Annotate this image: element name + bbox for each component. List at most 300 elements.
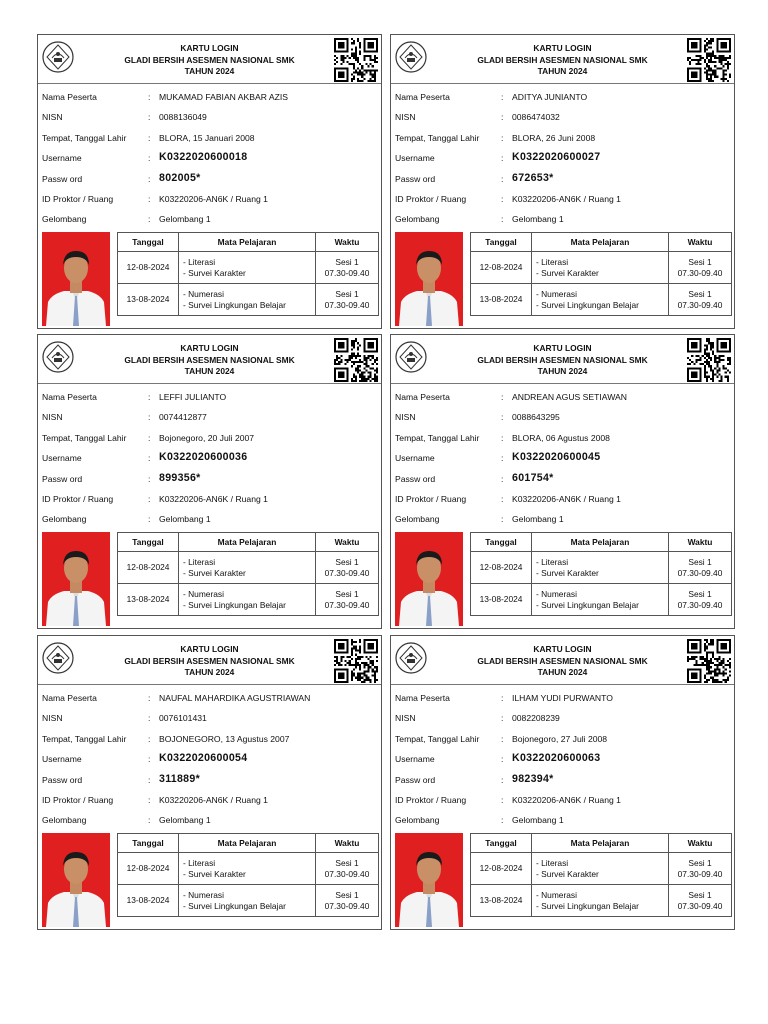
cell-mata-pelajaran — [179, 552, 316, 584]
table-row — [118, 552, 379, 584]
label-proktor: ID Proktor / Ruang — [395, 493, 467, 504]
label-password: Passw ord — [395, 774, 436, 785]
label-password: Passw ord — [42, 774, 83, 785]
colon: : — [501, 412, 504, 423]
mapel-item: - Survei Lingkungan Belajar — [536, 299, 639, 310]
card-header — [38, 636, 381, 685]
table-header-row — [118, 834, 379, 853]
jam: 07.30-09.40 — [324, 267, 370, 278]
value-nama: ILHAM YUDI PURWANTO — [512, 693, 613, 703]
label-password: Passw ord — [395, 173, 436, 184]
cell-mata-pelajaran — [179, 885, 316, 917]
title-line-1: KARTU LOGIN — [180, 343, 239, 353]
colon: : — [501, 754, 504, 765]
cell-tanggal: 12-08-2024 — [471, 552, 532, 584]
row-proktor — [42, 790, 378, 810]
login-card-1 — [37, 34, 382, 329]
mapel-item: - Numerasi — [536, 288, 577, 299]
label-username: Username — [395, 453, 435, 464]
title-line-2: GLADI BERSIH ASESMEN NASIONAL SMK — [124, 655, 295, 666]
card-title — [86, 644, 333, 679]
row-username — [42, 148, 378, 168]
exam-schedule-table — [470, 232, 732, 316]
mapel-item: - Survei Karakter — [536, 868, 599, 879]
card-title — [439, 343, 686, 378]
label-username: Username — [42, 453, 82, 464]
mapel-item: - Literasi — [536, 857, 569, 868]
value-password: 899356* — [159, 471, 201, 484]
row-nama — [42, 688, 378, 708]
table-row — [118, 885, 379, 917]
label-username: Username — [42, 754, 82, 765]
sesi: Sesi 1 — [688, 556, 712, 567]
cell-tanggal: 12-08-2024 — [471, 853, 532, 885]
label-nama: Nama Peserta — [395, 92, 450, 102]
value-nama: NAUFAL MAHARDIKA AGUSTRIAWAN — [159, 693, 311, 703]
value-ttl: BOJONEGORO, 13 Agustus 2007 — [159, 733, 290, 744]
colon: : — [501, 473, 504, 484]
sesi: Sesi 1 — [335, 556, 359, 567]
label-proktor: ID Proktor / Ruang — [395, 794, 467, 805]
cell-waktu — [316, 252, 379, 284]
participant-info — [42, 688, 378, 831]
row-nama — [395, 387, 731, 407]
cell-waktu — [669, 552, 732, 584]
table-row — [471, 584, 732, 616]
row-nisn — [395, 708, 731, 728]
value-username: K0322020600045 — [512, 451, 601, 464]
row-ttl — [42, 428, 378, 448]
value-proktor: K03220206-AN6K / Ruang 1 — [512, 493, 621, 504]
value-nama: ANDREAN AGUS SETIAWAN — [512, 392, 627, 402]
col-mata-pelajaran: Mata Pelajaran — [532, 834, 669, 853]
participant-info — [395, 688, 731, 831]
mapel-item: - Literasi — [536, 556, 569, 567]
value-ttl: BLORA, 15 Januari 2008 — [159, 132, 255, 143]
card-header — [391, 35, 734, 84]
cell-waktu — [316, 885, 379, 917]
row-nisn — [42, 107, 378, 127]
row-proktor — [395, 790, 731, 810]
col-tanggal: Tanggal — [471, 233, 532, 252]
colon: : — [501, 112, 504, 123]
label-nisn: NISN — [395, 112, 416, 123]
row-proktor — [42, 189, 378, 209]
value-proktor: K03220206-AN6K / Ruang 1 — [159, 193, 268, 204]
colon: : — [501, 794, 504, 805]
sesi: Sesi 1 — [335, 588, 359, 599]
label-gelombang: Gelombang — [42, 514, 87, 525]
colon: : — [148, 392, 151, 402]
table-row — [471, 252, 732, 284]
value-username: K0322020600063 — [512, 752, 601, 765]
title-line-3: TAHUN 2024 — [537, 667, 588, 677]
title-line-3: TAHUN 2024 — [537, 366, 588, 376]
colon: : — [501, 774, 504, 785]
colon: : — [501, 453, 504, 464]
cell-tanggal: 13-08-2024 — [471, 885, 532, 917]
value-password: 802005* — [159, 171, 201, 184]
mapel-item: - Survei Karakter — [183, 567, 246, 578]
row-username — [42, 749, 378, 769]
col-mata-pelajaran: Mata Pelajaran — [532, 233, 669, 252]
row-nama — [395, 688, 731, 708]
mapel-item: - Literasi — [183, 556, 216, 567]
sesi: Sesi 1 — [335, 889, 359, 900]
row-gelombang — [395, 810, 731, 830]
colon: : — [501, 132, 504, 143]
table-row — [118, 284, 379, 316]
value-nisn: 0086474032 — [512, 112, 560, 123]
title-line-1: KARTU LOGIN — [180, 644, 239, 654]
card-header — [38, 35, 381, 84]
title-line-1: KARTU LOGIN — [533, 43, 592, 53]
cell-mata-pelajaran — [532, 885, 669, 917]
tut-wuri-handayani-logo-icon — [42, 642, 74, 674]
row-password — [42, 169, 378, 189]
label-nama: Nama Peserta — [42, 392, 97, 402]
mapel-item: - Numerasi — [183, 288, 224, 299]
label-ttl: Tempat, Tanggal Lahir — [395, 132, 480, 143]
row-gelombang — [42, 209, 378, 229]
colon: : — [148, 214, 151, 225]
mapel-item: - Numerasi — [183, 889, 224, 900]
value-nama: MUKAMAD FABIAN AKBAR AZIS — [159, 92, 288, 102]
exam-schedule-table — [470, 833, 732, 917]
mapel-item: - Numerasi — [536, 588, 577, 599]
exam-schedule-table — [117, 833, 379, 917]
jam: 07.30-09.40 — [324, 599, 370, 610]
mapel-item: - Numerasi — [183, 588, 224, 599]
cell-mata-pelajaran — [179, 284, 316, 316]
title-line-2: GLADI BERSIH ASESMEN NASIONAL SMK — [477, 354, 648, 365]
value-password: 311889* — [159, 772, 200, 785]
row-username — [395, 148, 731, 168]
row-nisn — [42, 407, 378, 427]
title-line-1: KARTU LOGIN — [533, 644, 592, 654]
sesi: Sesi 1 — [335, 256, 359, 267]
value-nama: LEFFI JULIANTO — [159, 392, 227, 402]
row-proktor — [395, 489, 731, 509]
colon: : — [148, 112, 151, 123]
row-ttl — [42, 128, 378, 148]
label-proktor: ID Proktor / Ruang — [395, 193, 467, 204]
table-row — [118, 853, 379, 885]
title-line-3: TAHUN 2024 — [184, 667, 235, 677]
card-title — [86, 343, 333, 378]
sesi: Sesi 1 — [335, 857, 359, 868]
label-gelombang: Gelombang — [42, 214, 87, 225]
title-line-2: GLADI BERSIH ASESMEN NASIONAL SMK — [124, 354, 295, 365]
title-line-2: GLADI BERSIH ASESMEN NASIONAL SMK — [477, 655, 648, 666]
sesi: Sesi 1 — [688, 857, 712, 868]
label-password: Passw ord — [395, 473, 436, 484]
cell-tanggal: 13-08-2024 — [118, 284, 179, 316]
student-portrait-icon — [42, 532, 110, 626]
colon: : — [501, 392, 504, 402]
mapel-item: - Survei Karakter — [536, 267, 599, 278]
colon: : — [148, 713, 151, 724]
col-mata-pelajaran: Mata Pelajaran — [179, 233, 316, 252]
row-gelombang — [42, 509, 378, 529]
label-nama: Nama Peserta — [42, 693, 97, 703]
value-proktor: K03220206-AN6K / Ruang 1 — [512, 794, 621, 805]
row-proktor — [42, 489, 378, 509]
student-portrait-icon — [42, 833, 110, 927]
student-photo — [42, 232, 110, 326]
col-tanggal: Tanggal — [471, 533, 532, 552]
tut-wuri-handayani-logo-icon — [42, 41, 74, 73]
card-title — [439, 43, 686, 78]
table-header-row — [471, 233, 732, 252]
title-line-3: TAHUN 2024 — [184, 66, 235, 76]
jam: 07.30-09.40 — [677, 599, 723, 610]
colon: : — [501, 153, 504, 164]
title-line-1: KARTU LOGIN — [180, 43, 239, 53]
value-gelombang: Gelombang 1 — [159, 514, 211, 525]
login-card-6 — [390, 635, 735, 930]
participant-info — [42, 387, 378, 530]
table-row — [118, 584, 379, 616]
card-header — [391, 335, 734, 384]
qr-code-icon — [334, 639, 378, 683]
student-photo — [395, 833, 463, 927]
cell-tanggal: 13-08-2024 — [118, 584, 179, 616]
cell-waktu — [669, 284, 732, 316]
col-waktu: Waktu — [669, 533, 732, 552]
value-password: 982394* — [512, 772, 554, 785]
jam: 07.30-09.40 — [324, 299, 370, 310]
colon: : — [148, 815, 151, 826]
colon: : — [501, 432, 504, 443]
student-portrait-icon — [42, 232, 110, 326]
title-line-3: TAHUN 2024 — [184, 366, 235, 376]
colon: : — [148, 754, 151, 765]
student-portrait-icon — [395, 833, 463, 927]
value-gelombang: Gelombang 1 — [512, 214, 564, 225]
label-nisn: NISN — [42, 412, 63, 423]
student-photo — [42, 532, 110, 626]
label-proktor: ID Proktor / Ruang — [42, 794, 114, 805]
participant-info — [395, 87, 731, 230]
mapel-item: - Literasi — [536, 256, 569, 267]
exam-schedule-table — [117, 532, 379, 616]
student-portrait-icon — [395, 532, 463, 626]
row-password — [42, 770, 378, 790]
label-ttl: Tempat, Tanggal Lahir — [395, 733, 480, 744]
tut-wuri-handayani-logo-icon — [395, 341, 427, 373]
login-card-2 — [390, 34, 735, 329]
mapel-item: - Survei Lingkungan Belajar — [183, 599, 286, 610]
sesi: Sesi 1 — [688, 588, 712, 599]
row-nama — [42, 387, 378, 407]
label-proktor: ID Proktor / Ruang — [42, 493, 114, 504]
col-waktu: Waktu — [316, 834, 379, 853]
title-line-1: KARTU LOGIN — [533, 343, 592, 353]
colon: : — [501, 693, 504, 703]
cell-mata-pelajaran — [532, 252, 669, 284]
mapel-item: - Numerasi — [536, 889, 577, 900]
cell-waktu — [669, 584, 732, 616]
jam: 07.30-09.40 — [324, 868, 370, 879]
label-password: Passw ord — [42, 473, 83, 484]
colon: : — [501, 815, 504, 826]
login-card-4 — [390, 334, 735, 629]
row-nama — [42, 87, 378, 107]
cell-mata-pelajaran — [532, 584, 669, 616]
value-username: K0322020600036 — [159, 451, 248, 464]
colon: : — [148, 473, 151, 484]
student-photo — [395, 532, 463, 626]
label-ttl: Tempat, Tanggal Lahir — [395, 432, 480, 443]
title-line-3: TAHUN 2024 — [537, 66, 588, 76]
colon: : — [501, 214, 504, 225]
cell-waktu — [669, 252, 732, 284]
cell-tanggal: 12-08-2024 — [118, 552, 179, 584]
value-username: K0322020600054 — [159, 752, 248, 765]
cell-tanggal: 13-08-2024 — [471, 284, 532, 316]
card-header — [38, 335, 381, 384]
colon: : — [501, 493, 504, 504]
label-ttl: Tempat, Tanggal Lahir — [42, 733, 127, 744]
jam: 07.30-09.40 — [677, 567, 723, 578]
participant-info — [395, 387, 731, 530]
jam: 07.30-09.40 — [677, 900, 723, 911]
qr-code-icon — [687, 639, 731, 683]
row-proktor — [395, 189, 731, 209]
qr-code-icon — [687, 338, 731, 382]
cell-tanggal: 12-08-2024 — [118, 252, 179, 284]
row-gelombang — [42, 810, 378, 830]
label-nisn: NISN — [42, 713, 63, 724]
label-username: Username — [42, 153, 82, 164]
jam: 07.30-09.40 — [677, 267, 723, 278]
value-ttl: BLORA, 26 Juni 2008 — [512, 132, 596, 143]
tut-wuri-handayani-logo-icon — [395, 41, 427, 73]
cell-mata-pelajaran — [532, 284, 669, 316]
row-username — [395, 749, 731, 769]
value-ttl: Bojonegoro, 27 Juli 2008 — [512, 733, 608, 744]
login-card-5 — [37, 635, 382, 930]
cell-waktu — [669, 885, 732, 917]
card-header — [391, 636, 734, 685]
row-nisn — [395, 407, 731, 427]
mapel-item: - Survei Karakter — [183, 267, 246, 278]
qr-code-icon — [687, 38, 731, 82]
label-gelombang: Gelombang — [395, 514, 440, 525]
row-ttl — [395, 428, 731, 448]
value-gelombang: Gelombang 1 — [512, 815, 564, 826]
value-proktor: K03220206-AN6K / Ruang 1 — [512, 193, 621, 204]
table-row — [471, 885, 732, 917]
sesi: Sesi 1 — [335, 288, 359, 299]
label-nama: Nama Peserta — [395, 693, 450, 703]
label-proktor: ID Proktor / Ruang — [42, 193, 114, 204]
sesi: Sesi 1 — [688, 256, 712, 267]
cell-mata-pelajaran — [179, 252, 316, 284]
label-gelombang: Gelombang — [395, 815, 440, 826]
colon: : — [148, 514, 151, 525]
label-password: Passw ord — [42, 173, 83, 184]
colon: : — [148, 92, 151, 102]
cell-tanggal: 12-08-2024 — [471, 252, 532, 284]
value-username: K0322020600027 — [512, 151, 601, 164]
cell-mata-pelajaran — [179, 853, 316, 885]
tut-wuri-handayani-logo-icon — [395, 642, 427, 674]
col-mata-pelajaran: Mata Pelajaran — [179, 533, 316, 552]
mapel-item: - Literasi — [183, 857, 216, 868]
qr-code-icon — [334, 38, 378, 82]
cell-tanggal: 13-08-2024 — [471, 584, 532, 616]
card-title — [86, 43, 333, 78]
row-password — [395, 169, 731, 189]
row-password — [42, 469, 378, 489]
mapel-item: - Literasi — [183, 256, 216, 267]
colon: : — [501, 733, 504, 744]
colon: : — [148, 432, 151, 443]
colon: : — [148, 153, 151, 164]
tut-wuri-handayani-logo-icon — [42, 341, 74, 373]
jam: 07.30-09.40 — [677, 299, 723, 310]
label-username: Username — [395, 754, 435, 765]
exam-schedule-table — [117, 232, 379, 316]
value-proktor: K03220206-AN6K / Ruang 1 — [159, 794, 268, 805]
row-nama — [395, 87, 731, 107]
jam: 07.30-09.40 — [677, 868, 723, 879]
value-password: 601754* — [512, 471, 554, 484]
col-mata-pelajaran: Mata Pelajaran — [179, 834, 316, 853]
label-ttl: Tempat, Tanggal Lahir — [42, 432, 127, 443]
row-ttl — [395, 128, 731, 148]
label-ttl: Tempat, Tanggal Lahir — [42, 132, 127, 143]
value-nisn: 0074412877 — [159, 412, 207, 423]
label-nama: Nama Peserta — [395, 392, 450, 402]
cell-waktu — [669, 853, 732, 885]
table-header-row — [118, 533, 379, 552]
row-gelombang — [395, 509, 731, 529]
colon: : — [148, 132, 151, 143]
exam-schedule-table — [470, 532, 732, 616]
value-gelombang: Gelombang 1 — [159, 214, 211, 225]
colon: : — [501, 193, 504, 204]
cell-waktu — [316, 853, 379, 885]
colon: : — [148, 733, 151, 744]
colon: : — [148, 412, 151, 423]
value-proktor: K03220206-AN6K / Ruang 1 — [159, 493, 268, 504]
row-nisn — [395, 107, 731, 127]
mapel-item: - Survei Karakter — [183, 868, 246, 879]
jam: 07.30-09.40 — [324, 900, 370, 911]
colon: : — [501, 713, 504, 724]
value-nama: ADITYA JUNIANTO — [512, 92, 588, 102]
table-header-row — [471, 834, 732, 853]
table-row — [471, 853, 732, 885]
label-nisn: NISN — [42, 112, 63, 123]
colon: : — [501, 514, 504, 525]
cell-mata-pelajaran — [532, 853, 669, 885]
colon: : — [148, 774, 151, 785]
participant-info — [42, 87, 378, 230]
cell-waktu — [316, 552, 379, 584]
colon: : — [148, 173, 151, 184]
value-nisn: 0082208239 — [512, 713, 560, 724]
col-waktu: Waktu — [316, 233, 379, 252]
colon: : — [501, 92, 504, 102]
colon: : — [501, 173, 504, 184]
col-tanggal: Tanggal — [118, 834, 179, 853]
cell-mata-pelajaran — [179, 584, 316, 616]
col-mata-pelajaran: Mata Pelajaran — [532, 533, 669, 552]
